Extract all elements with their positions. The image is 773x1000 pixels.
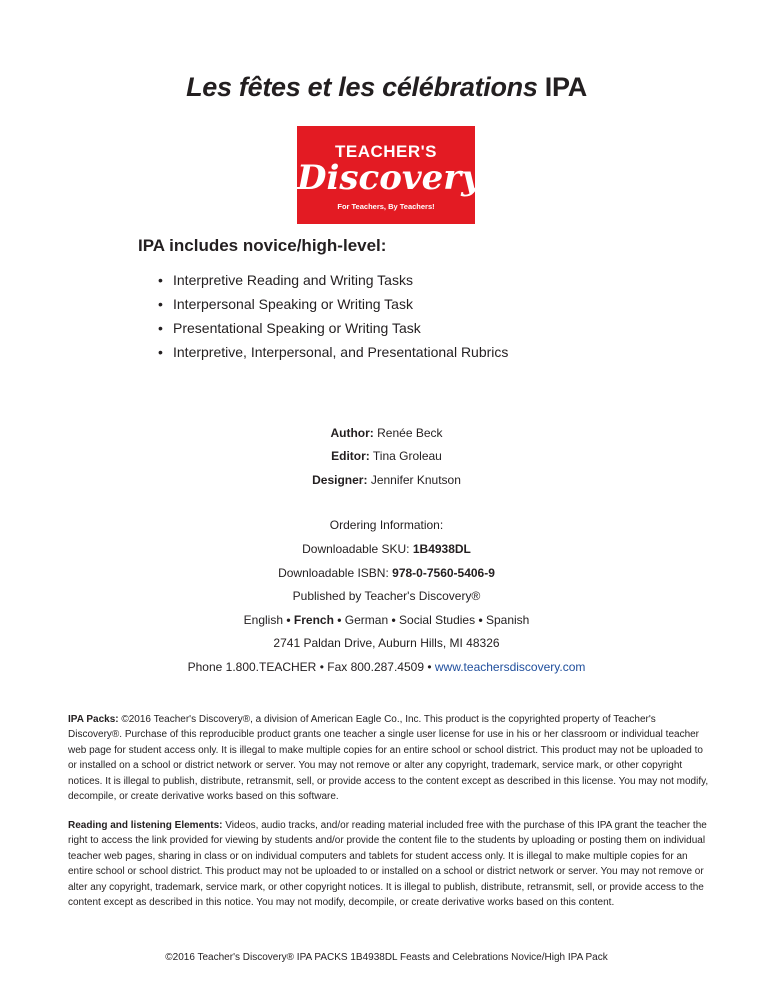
ipa-packs-notice [68,712,712,804]
sku-line [0,542,773,556]
elements-text: Videos, audio tracks, and/or reading material included free with the purchase of this IPA grant the teacher the right to access the link provided for viewing by students and/or provide the content file to the students by uploading or posting them on individual teacher web pages, sharing in class or on individual computers and tablets for student access only. It is illegal to make multiple copies for an entire school or school district. This product may not be uploaded to or installed on a school or district network or server. You may not remove or alter any copyright, trademark, service mark, or other copyright notices. It is illegal to publish, distribute, retransmit, sell, or provide access to the content except as described in this notice. You may not modify, decompile, or create derivative works based on this content. [68,820,707,909]
logo-tagline: For Teachers, By Teachers! [337,202,435,211]
isbn-value: 978-0-7560-5406-9 [392,566,495,580]
author-label: Author: [330,426,374,440]
author-line [0,426,773,440]
list-item [158,292,508,316]
elements-notice [68,818,712,910]
website-link[interactable]: www.teachersdiscovery.com [434,660,586,674]
sku-label: Downloadable SKU: [302,542,410,556]
separator: • [427,660,432,674]
bullet-icon: • [158,296,163,312]
includes-list [158,268,508,364]
subjects-line [0,613,773,627]
editor-name: Tina Groleau [372,449,442,463]
editor-label: Editor: [331,449,370,463]
bullet-icon: • [158,272,163,288]
list-item-text: Interpretive, Interpersonal, and Presentational Rubrics [173,344,509,360]
separator: • [478,613,483,627]
list-item [158,316,508,340]
page-title [0,72,773,103]
separator: • [286,613,291,627]
isbn-label: Downloadable ISBN: [278,566,389,580]
fax: Fax 800.287.4509 [327,660,424,674]
bullet-icon: • [158,320,163,336]
separator: • [391,613,396,627]
subject-french: French [293,613,334,627]
footer: ©2016 Teacher's Discovery® IPA PACKS 1B4938DL Feasts and Celebrations Novice/High IPA Pack [165,952,608,963]
editor-line [0,449,773,463]
title-italic: Les fêtes et les célébrations [186,72,538,102]
designer-line [0,473,773,487]
list-item [158,340,508,364]
logo-line1: TEACHER'S [334,142,438,161]
address: 2741 Paldan Drive, Auburn Hills, MI 48326 [273,636,500,650]
author-name: Renée Beck [377,426,443,440]
ipa-packs-label: IPA Packs: [68,714,119,725]
subject-german: German [344,613,389,627]
teachers-discovery-logo [297,126,481,224]
list-item [158,268,508,292]
phone: Phone 1.800.TEACHER [187,660,317,674]
list-item-text: Interpersonal Speaking or Writing Task [173,296,413,312]
bullet-icon: • [158,344,163,360]
ordering-heading: Ordering Information: [329,518,444,532]
sku-value: 1B4938DL [412,542,471,556]
title-suffix: IPA [544,72,587,102]
subject-social-studies: Social Studies [399,613,476,627]
logo-line2: Discovery [297,158,481,198]
ipa-packs-text: ©2016 Teacher's Discovery®, a division of American Eagle Co., Inc. This product is the copyrighted property of Teacher's Discovery®. Purchase of this reproducible product grants one teacher a single user license for use in his or her classroom or individual teacher web page for student access only. It is illegal to make multiple copies for an entire school or school district. This product may not be uploaded to or installed on a school or district network or server. You may not remove or alter any copyright, trademark, service mark, or other copyright notices. It is illegal to publish, distribute, retransmit, sell, or provide access to the content except as described in this license. You may not modify, decompile, or create derivative works based on this software. [68,714,709,803]
list-item-text: Presentational Speaking or Writing Task [173,320,421,336]
designer-label: Designer: [312,473,368,487]
separator: • [319,660,324,674]
separator: • [337,613,342,627]
elements-label: Reading and listening Elements: [68,820,223,831]
published-by: Published by Teacher's Discovery® [292,589,481,603]
list-item-text: Interpretive Reading and Writing Tasks [173,272,413,288]
isbn-line [0,566,773,580]
designer-name: Jennifer Knutson [370,473,461,487]
subject-spanish: Spanish [485,613,530,627]
includes-heading: IPA includes novice/high-level: [138,236,387,255]
subject-english: English [243,613,283,627]
contact-line [0,660,773,674]
